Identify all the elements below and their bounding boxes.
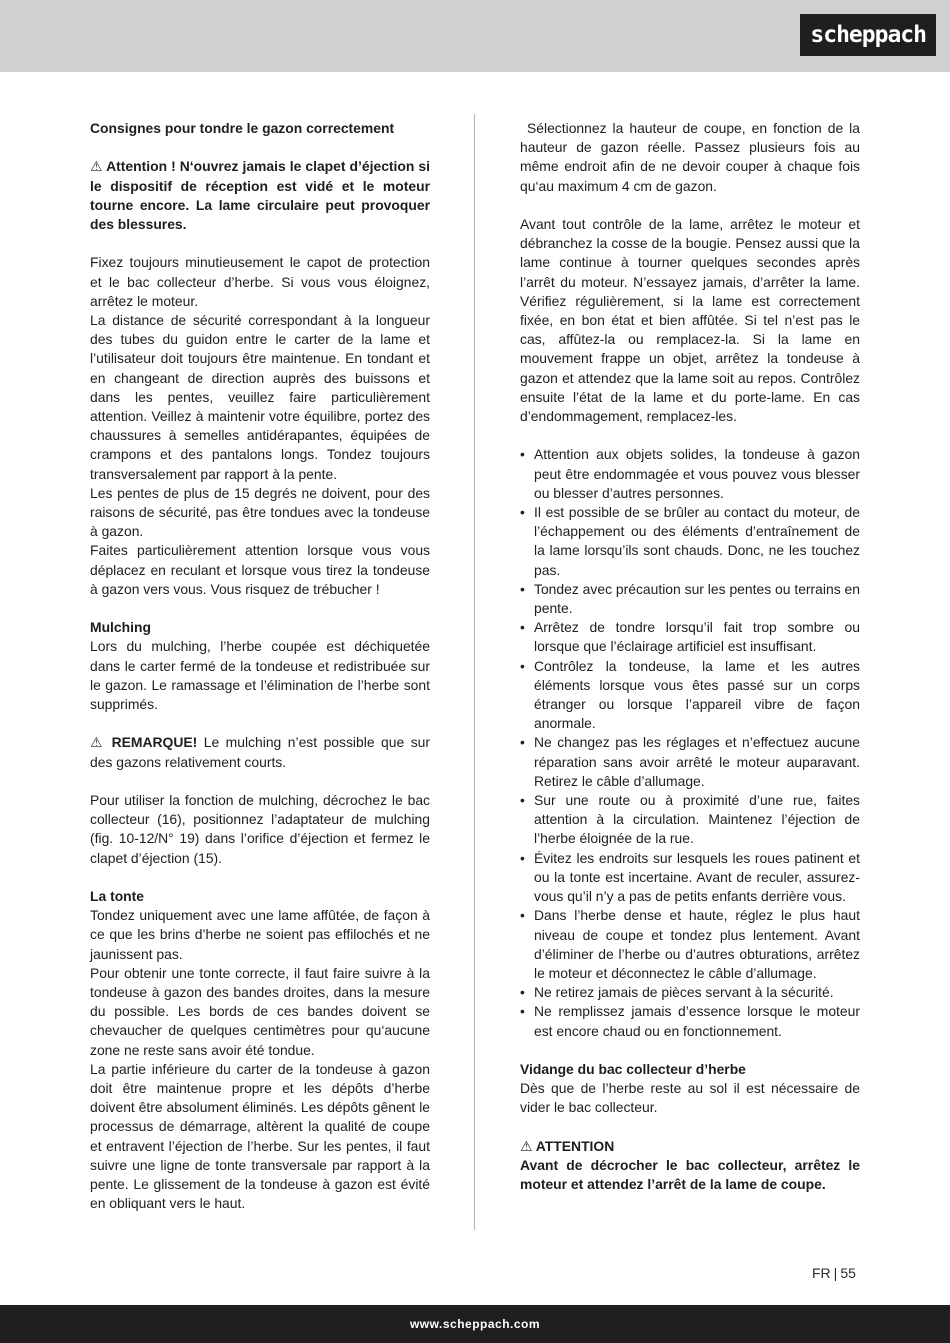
list-item: • Contrôlez la tondeuse, la lame et les autres éléments lorsque vous êtes passé sur un corps étranger ou lorsque l’appareil vibre de façon anormale. — [520, 657, 860, 734]
list-item: • Il est possible de se brûler au contact du moteur, de l’échappement ou des éléments d’entraînement de la lame lorsqu’ils sont chauds. Donc, ne les touchez pas. — [520, 503, 860, 580]
website-url: www.scheppach.com — [409, 1317, 541, 1331]
header-bar — [0, 0, 950, 72]
section-heading-vidange: Vidange du bac collecteur d’herbe — [520, 1060, 746, 1077]
section-heading-mulching: Mulching — [90, 619, 151, 636]
body-paragraph: Dès que de l’herbe reste au sol il est nécessaire de vider le bac collecteur. — [520, 1080, 860, 1116]
warning-paragraph — [90, 157, 430, 234]
remark-label: REMARQUE! — [105, 734, 198, 751]
list-item: • Ne remplissez jamais d’essence lorsque le moteur est encore chaud ou en fonctionnement. — [520, 1002, 860, 1040]
footer-bar — [0, 1305, 950, 1343]
section-heading-la-tonte: La tonte — [90, 888, 145, 905]
warning-triangle-icon: ⚠ — [90, 158, 103, 175]
body-paragraph: Lors du mulching, l’herbe coupée est déchiquetée dans le carter fermé de la tondeuse et redistribuée sur le gazon. Le ramassage et l’élimination de l’herbe sont supprimés. — [90, 638, 430, 713]
list-item: • Sur une route ou à proximité d’une rue, faites attention à la circulation. Maintenez l’éjection de l’herbe éloignée de la rue. — [520, 791, 860, 849]
list-item: • Ne retirez jamais de pièces servant à la sécurité. — [520, 983, 860, 1002]
left-column — [90, 119, 430, 1213]
body-paragraph: Sélectionnez la hauteur de coupe, en fonction de la hauteur de gazon réelle. Passez plusieurs fois au même endroit afin de ne devoir couper à chaque fois qu‘au maximum 4 cm de gazon. — [520, 120, 860, 194]
list-item: • Dans l’herbe dense et haute, réglez le plus haut niveau de coupe et tondez plus lentement. Avant d’éliminer de l’herbe ou d’autres obturations, arrêtez le moteur et déconnectez le câble d’allumage. — [520, 906, 860, 983]
body-paragraph: Tondez uniquement avec une lame affûtée, de façon à ce que les brins d’herbe ne soient pas effilochés et ne jaunissent pas. — [90, 907, 430, 962]
list-item: • Arrêtez de tondre lorsqu’il fait trop sombre ou lorsque que l’éclairage artificiel est insuffisant. — [520, 618, 860, 656]
list-item: • Ne changez pas les réglages et n’effectuez aucune réparation sans avoir arrêté le moteur auparavant. Retirez le câble d’allumage. — [520, 733, 860, 791]
body-paragraph: La partie inférieure du carter de la tondeuse à gazon doit être maintenue propre et les dépôts d’herbe doivent être absolument éliminés. Les dépôts gênent le processus de démarrage, altèrent la qualité de coupe et entravent l’éjection de l’herbe. Sur les pentes, il faut suivre une ligne de tonte transversale par rapport à la pente. Le glissement de la tondeuse à gazon est évité en obliquant vers le haut. — [90, 1060, 430, 1212]
list-item: • Attention aux objets solides, la tondeuse à gazon peut être endommagée et vous pouvez vous blesser ou blesser d’autres personnes. — [520, 445, 860, 503]
attention-label: ATTENTION — [532, 1137, 615, 1154]
body-paragraph: Avant tout contrôle de la lame, arrêtez le moteur et débranchez la cosse de la bougie. Pensez aussi que la lame continue à tourner quelques secondes après l’arrêt du moteur. N’essayez jamais, d’arrêter la lame. Vérifiez régulièrement, si la lame est correctement fixée, en bon état et bien affûtée. Si tel n’est pas le cas, affûtez-la ou remplacez-la. Si la lame en mouvement frappe un objet, arrêtez la tondeuse à gazon et attendez que la lame soit au repos. Contrôlez ensuite l’état de la lame et du porte-lame. En cas d’endommagement, remplacez-les. — [520, 216, 860, 425]
list-item: • Tondez avec précaution sur les pentes ou terrains en pente. — [520, 580, 860, 618]
body-paragraph: Faites particulièrement attention lorsque vous vous déplacez en reculant et lorsque vous tirez la tondeuse à gazon vers vous. Vous risquez de trébucher ! — [90, 542, 430, 597]
page-separator: | — [833, 1265, 838, 1281]
body-paragraph: La distance de sécurité correspondant à la longueur des tubes du guidon entre le carter de la lame et l’utilisateur doit toujours être maintenue. En tondant et en changeant de direction auprès des buissons et dans les pentes, veuillez faire particulièrement attention. Veillez à maintenir votre équilibre, portez des chaussures à semelles antidérapantes, équipées de crampons et des pantalons longs. Tondez toujours transversalement par rapport à la pente. — [90, 312, 430, 482]
body-paragraph: Pour utiliser la fonction de mulching, décrochez le bac collecteur (16), positionnez l’adaptateur de mulching (fig. 10-12/N° 19) dans l’orifice d’éjection et fermez le clapet d’éjection (15). — [90, 792, 430, 866]
warning-triangle-icon: ⚠ — [90, 734, 106, 751]
list-item: • Évitez les endroits sur lesquels les roues patinent et ou la tonte est incertaine. Avant de reculer, assurez-vous qu’il n’y a pas de petits enfants derrière vous. — [520, 849, 860, 907]
page-number-value: 55 — [840, 1265, 856, 1281]
remark-paragraph — [90, 733, 430, 771]
body-paragraph: Fixez toujours minutieusement le capot de protection et le bac collecteur d’herbe. Si vous vous éloignez, arrêtez le moteur. — [90, 254, 430, 309]
right-column — [520, 119, 860, 1194]
brand-logo: scheppach — [800, 14, 936, 56]
body-paragraph: Pour obtenir une tonte correcte, il faut faire suivre à la tondeuse à gazon des bandes droites, dans la mesure du possible. Les bords de ces bandes doivent se chevaucher de quelques centimètres pour qu‘aucune zone ne reste sans avoir été tondue. — [90, 964, 430, 1058]
attention-text: Avant de décrocher le bac collecteur, arrêtez le moteur et attendez l’arrêt de la lame de coupe. — [520, 1156, 860, 1193]
attention-heading — [520, 1137, 860, 1156]
safety-bullet-list — [520, 445, 860, 1040]
language-code: FR — [812, 1265, 831, 1281]
column-divider — [474, 114, 475, 1230]
body-paragraph: Les pentes de plus de 15 degrés ne doivent, pour des raisons de sécurité, pas être tondues avec la tondeuse à gazon. — [90, 484, 430, 540]
warning-text: Attention ! N‘ouvrez jamais le clapet d’éjection si le dispositif de réception est vidé et le moteur tourne encore. La lame circulaire peut provoquer des blessures. — [90, 158, 430, 232]
warning-triangle-icon: ⚠ — [520, 1137, 533, 1154]
remark-text: Le mulching n’est possible que sur des gazons relativement courts. — [90, 734, 430, 770]
page-number — [812, 1265, 856, 1281]
section-heading-consignes: Consignes pour tondre le gazon correctement — [90, 120, 395, 136]
